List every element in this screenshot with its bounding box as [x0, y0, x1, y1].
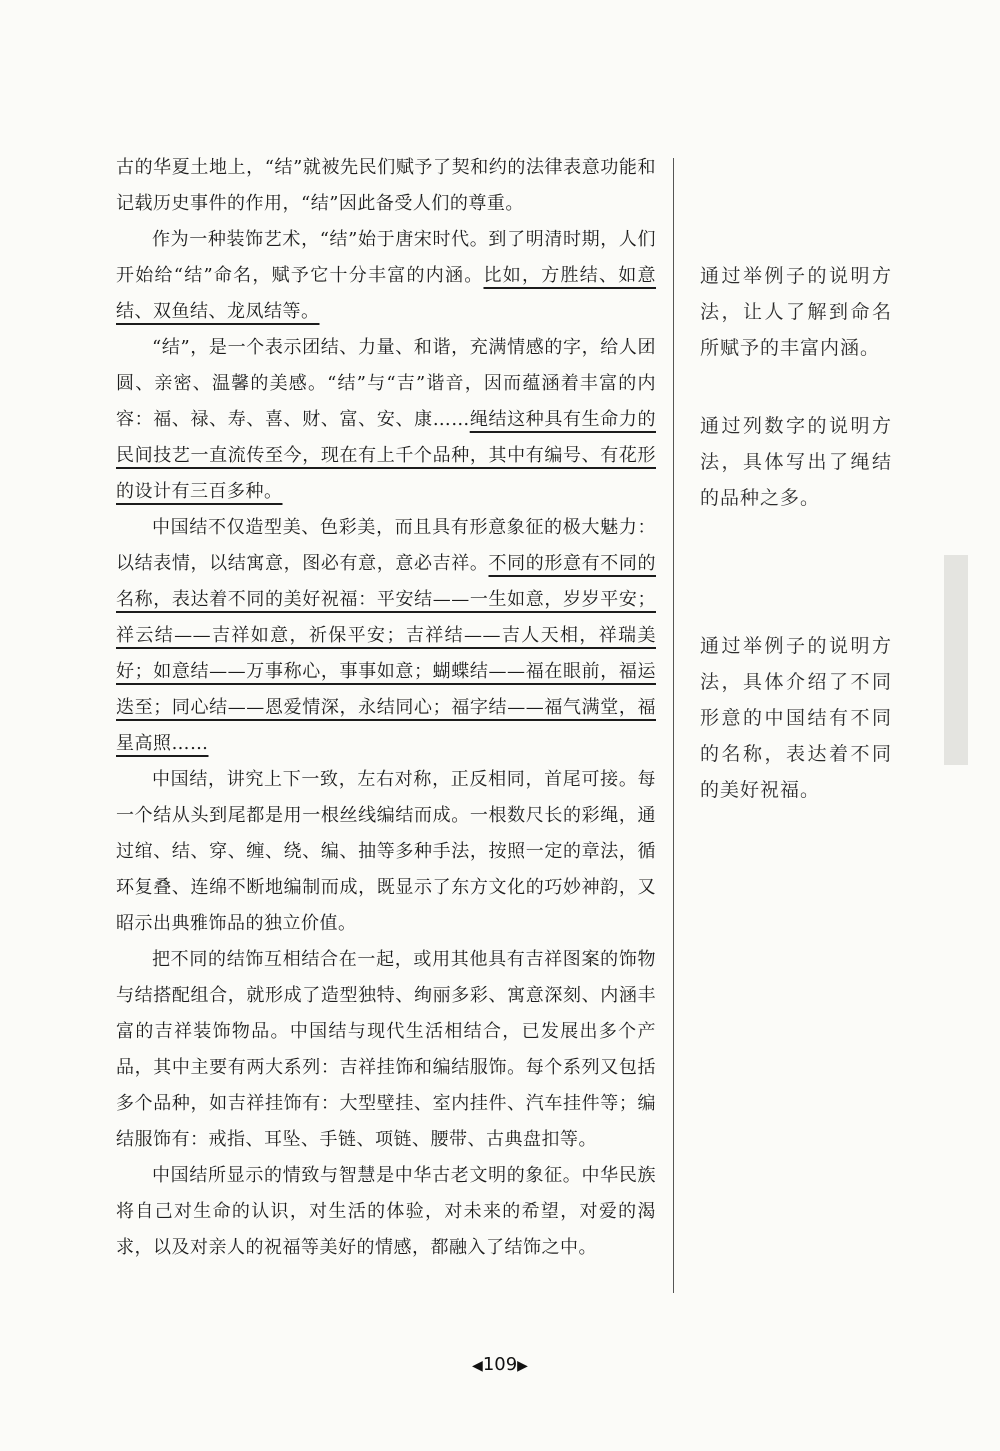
margin-note: 通过举例子的说明方法，让人了解到命名所赋予的丰富内涵。	[700, 265, 892, 359]
text-run: 作为一种装饰艺术，“结”始于唐宋时代。到了明清时期，人们开始给“结”命名，赋予它十分丰富的内涵。	[116, 229, 656, 286]
text-run: “结”，是一个表示团结、力量、和谐，充满情感的字，给人团圆、亲密、温馨的美感。“结”与“吉”谐音，因而蕴涵着丰富的内容：福、禄、寿、喜、财、富、安、康……	[116, 337, 656, 430]
text-run: 中国结，讲究上下一致，左右对称，正反相同，首尾可接。每一个结从头到尾都是用一根丝线编结而成。一根数尺长的彩绳，通过绾、结、穿、缠、绕、编、抽等多种手法，按照一定的章法，循环复叠、连绵不断地编制而成，既显示了东方文化的巧妙神韵，又昭示出典雅饰品的独立价值。	[116, 769, 656, 934]
margin-divider	[673, 158, 674, 1293]
page-number-value: 109	[482, 1354, 518, 1375]
underlined-text: 不同的形意有不同的名称，表达着不同的美好祝福：平安结——一生如意，岁岁平安；祥云结——吉祥如意，祈保平安；吉祥结——吉人天相，祥瑞美好；如意结——万事称心，事事如意；蝴蝶结——福在眼前，福运迭至；同心结——恩爱情深，永结同心；福字结——福气满堂，福星高照……	[116, 553, 656, 754]
page-edge-strip	[944, 555, 968, 765]
text-run: 中国结不仅造型美、色彩美，而且具有形意象征的极大魅力：以结表情，以结寓意，图必有意，意必吉祥。	[116, 517, 656, 574]
underlined-text: 比如，方胜结、如意结、双鱼结、龙凤结等。	[116, 265, 657, 322]
left-arrow-icon: ◀	[472, 1358, 483, 1374]
paragraph	[116, 762, 656, 942]
margin-note: 通过举例子的说明方法，具体介绍了不同形意的中国结有不同的名称，表达着不同的美好祝福。	[700, 635, 892, 801]
right-arrow-icon: ▶	[517, 1358, 528, 1374]
page-number	[0, 1354, 1000, 1375]
paragraph	[116, 942, 656, 1158]
text-run: 古的华夏土地上，“结”就被先民们赋予了契和约的法律表意功能和记载历史事件的作用，“结”因此备受人们的尊重。	[116, 157, 656, 214]
margin-note: 通过列数字的说明方法，具体写出了绳结的品种之多。	[700, 415, 892, 509]
paragraph	[116, 510, 656, 762]
text-run: 把不同的结饰互相结合在一起，或用其他具有吉祥图案的饰物与结搭配组合，就形成了造型独特、绚丽多彩、寓意深刻、内涵丰富的吉祥装饰物品。中国结与现代生活相结合，已发展出多个产品，其中主要有两大系列：吉祥挂饰和编结服饰。每个系列又包括多个品种，如吉祥挂饰有：大型壁挂、室内挂件、汽车挂件等；编结服饰有：戒指、耳坠、手链、项链、腰带、古典盘扣等。	[116, 949, 656, 1150]
text-run: 中国结所显示的情致与智慧是中华古老文明的象征。中华民族将自己对生命的认识，对生活的体验，对未来的希望，对爱的渴求，以及对亲人的祝福等美好的情感，都融入了结饰之中。	[116, 1165, 656, 1258]
paragraph	[116, 222, 656, 330]
paragraph	[116, 330, 656, 510]
paragraph	[116, 1158, 656, 1266]
underlined-text: 绳结这种具有生命力的民间技艺一直流传至今，现在有上千个品种，其中有编号、有花形的设计有三百多种。	[116, 409, 656, 502]
main-text	[116, 150, 656, 1266]
paragraph	[116, 150, 656, 222]
